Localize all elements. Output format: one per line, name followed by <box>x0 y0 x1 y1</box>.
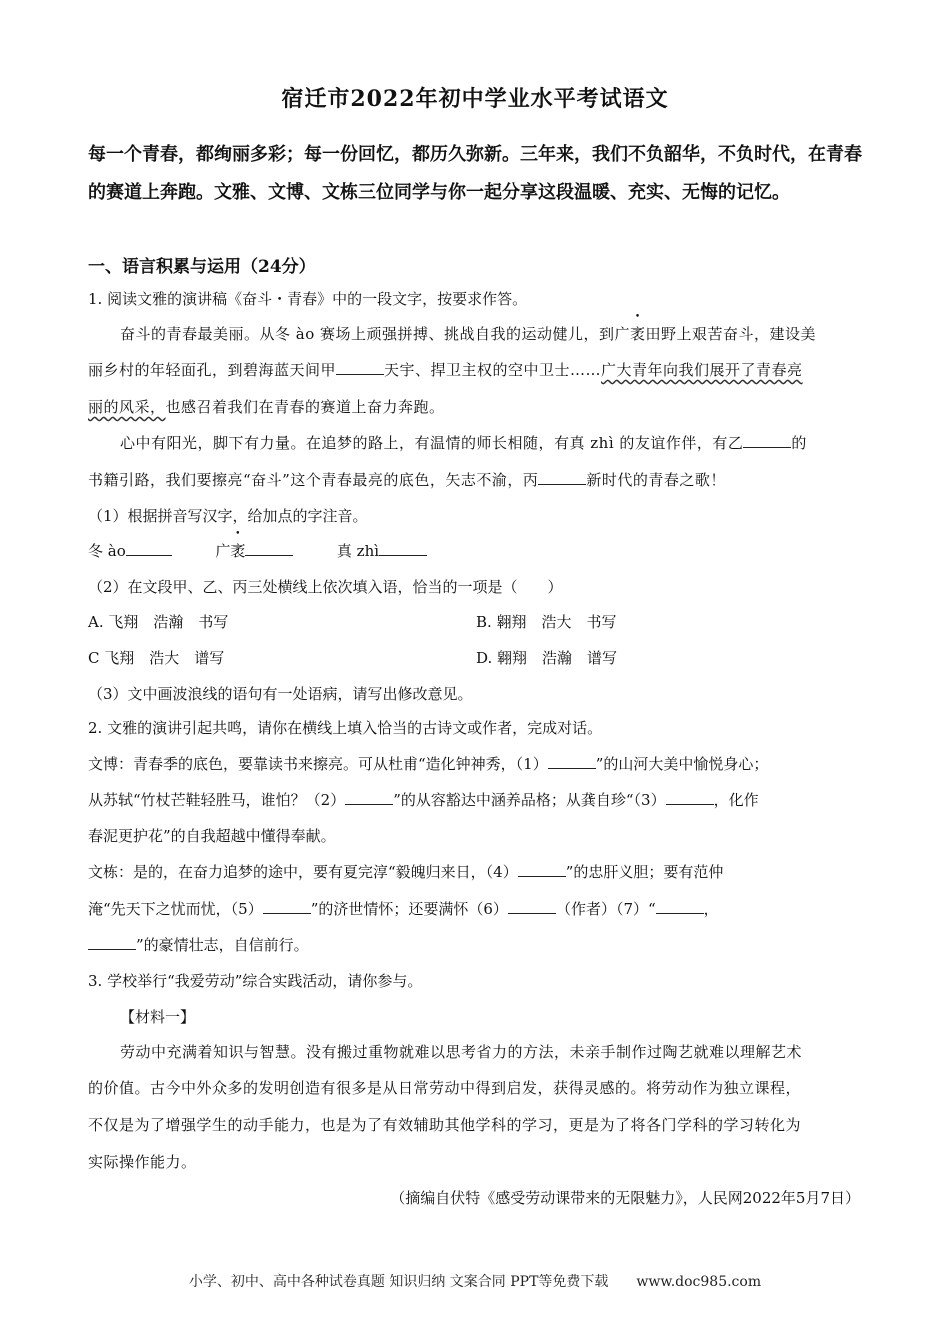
poem-blank-7a[interactable] <box>656 899 704 914</box>
material-label: 【材料一】 <box>120 1008 196 1026</box>
material-line-3: 不仅是为了增强学生的动手能力，也是为了有效辅助其他学科的学习，更是为了将各门学科的学习转化为 <box>88 1116 802 1134</box>
blank-bing[interactable] <box>538 470 586 485</box>
q2-line-4: 文栋：是的，在奋力追梦的途中，要有夏完淳“毅魄归来日，（4） ”的忠肝义胆；要有范仲 <box>88 863 724 881</box>
intro-paragraph: 每一个青春，都绚丽多彩；每一份回忆，都历久弥新。三年来，我们不负韶华，不负时代，在青春的赛道上奔跑。文雅、文博、文栋三位同学与你一起分享这段温暖、充实、无悔的记忆。 <box>88 144 862 203</box>
q1-passage-line-1: 奋斗的青春最美丽。从冬 ào 赛场上顽强拼搏、挑战自我的运动健儿，到广袤田野上艰苦奋斗，建设美 <box>120 325 817 343</box>
poem-blank-7b[interactable] <box>88 935 136 950</box>
poem-blank-2[interactable] <box>345 790 393 805</box>
material-line-4: 实际操作能力。 <box>88 1153 197 1171</box>
author-blank-6[interactable] <box>508 899 556 914</box>
q1-passage-line-3: 丽的风采，也感召着我们在青春的赛道上奋力奔跑。 <box>88 398 445 416</box>
option-b[interactable]: B. 翱翔 浩大 书写 <box>476 613 617 631</box>
page-footer: 小学、初中、高中各种试卷真题 知识归纳 文案合同 PPT等免费下载 www.doc985.com <box>188 1274 762 1290</box>
poem-blank-1[interactable] <box>548 754 596 769</box>
wavy-sentence: 广大青年向我们展开了青春亮 <box>601 361 803 379</box>
q1-stem: 1. 阅读文雅的演讲稿《奋斗・青春》中的一段文字，按要求作答。 <box>88 290 528 308</box>
q1-sub2: （2）在文段甲、乙、丙三处横线上依次填入语，恰当的一项是（ ） <box>88 578 563 596</box>
answer-blank-ao[interactable] <box>126 541 172 556</box>
option-d[interactable]: D. 翱翔 浩瀚 谱写 <box>476 649 618 667</box>
poem-blank-5[interactable] <box>263 899 311 914</box>
wavy-sentence-cont: 丽的风采， <box>88 398 166 416</box>
blank-yi[interactable] <box>743 433 791 448</box>
q1-passage2-line-2: 书籍引路，我们要擦亮“奋斗”这个青春最亮的底色，矢志不渝，丙 新时代的青春之歌！ <box>88 471 726 489</box>
q2-stem: 2. 文雅的演讲引起共鸣，请你在横线上填入恰当的古诗文或作者，完成对话。 <box>88 719 603 737</box>
blank-jia[interactable] <box>336 360 384 375</box>
material-line-2: 的价值。古今中外众多的发明创造有很多是从日常劳动中得到启发，获得灵感的。将劳动作为独立课程， <box>88 1079 802 1097</box>
dotted-char: 袤 <box>630 325 646 343</box>
poem-blank-3[interactable] <box>666 790 714 805</box>
dotted-char: 袤 <box>230 542 246 560</box>
answer-blank-mao[interactable] <box>245 541 293 556</box>
q1-sub1: （1）根据拼音写汉字，给加点的字注音。 <box>88 507 368 525</box>
q1-passage-line-2: 丽乡村的年轻面孔，到碧海蓝天间甲 天宇、捍卫主权的空中卫士……广大青年向我们展开了青春亮 <box>88 361 803 379</box>
q2-line-3: 春泥更护花”的自我超越中懂得奉献。 <box>88 827 336 845</box>
option-c[interactable]: C 飞翔 浩大 谱写 <box>88 649 225 667</box>
q2-line-1: 文博：青春季的底色，要靠读书来擦亮。可从杜甫“造化钟神秀，（1） ”的山河大美中愉悦身心； <box>88 755 769 773</box>
q2-line-2: 从苏轼“竹杖芒鞋轻胜马，谁怕？（2） ”的从容豁达中涵养品格；从龚自珍“（3） ，化作 <box>88 791 759 809</box>
section-heading: 一、语言积累与运用（24分） <box>88 257 316 277</box>
q3-stem: 3. 学校举行“我爱劳动”综合实践活动，请你参与。 <box>88 972 423 990</box>
poem-blank-4[interactable] <box>518 862 566 877</box>
q2-line-5: 淹“先天下之忧而忧，（5） ”的济世情怀；还要满怀（6） （作者）（7）“ ， <box>88 900 719 918</box>
option-a[interactable]: A. 飞翔 浩瀚 书写 <box>88 613 229 631</box>
q1-sub3: （3）文中画波浪线的语句有一处语病，请写出修改意见。 <box>88 685 473 703</box>
q1-fill-row: 冬 ào 广袤 真 zhì <box>88 540 863 561</box>
page-title: 宿迁市2022年初中学业水平考试语文 <box>281 86 669 112</box>
answer-blank-zhi[interactable] <box>379 541 427 556</box>
material-line-1: 劳动中充满着知识与智慧。没有搬过重物就难以思考省力的方法，未亲手制作过陶艺就难以理解艺术 <box>120 1043 803 1061</box>
material-source: （摘编自伏特《感受劳动课带来的无限魅力》，人民网2022年5月7日） <box>390 1189 860 1207</box>
q2-line-6: ”的豪情壮志，自信前行。 <box>88 934 863 955</box>
q1-passage2-line-1: 心中有阳光，脚下有力量。在追梦的路上，有温情的师长相随，有真 zhì 的友谊作伴，有乙 的 <box>120 434 807 452</box>
